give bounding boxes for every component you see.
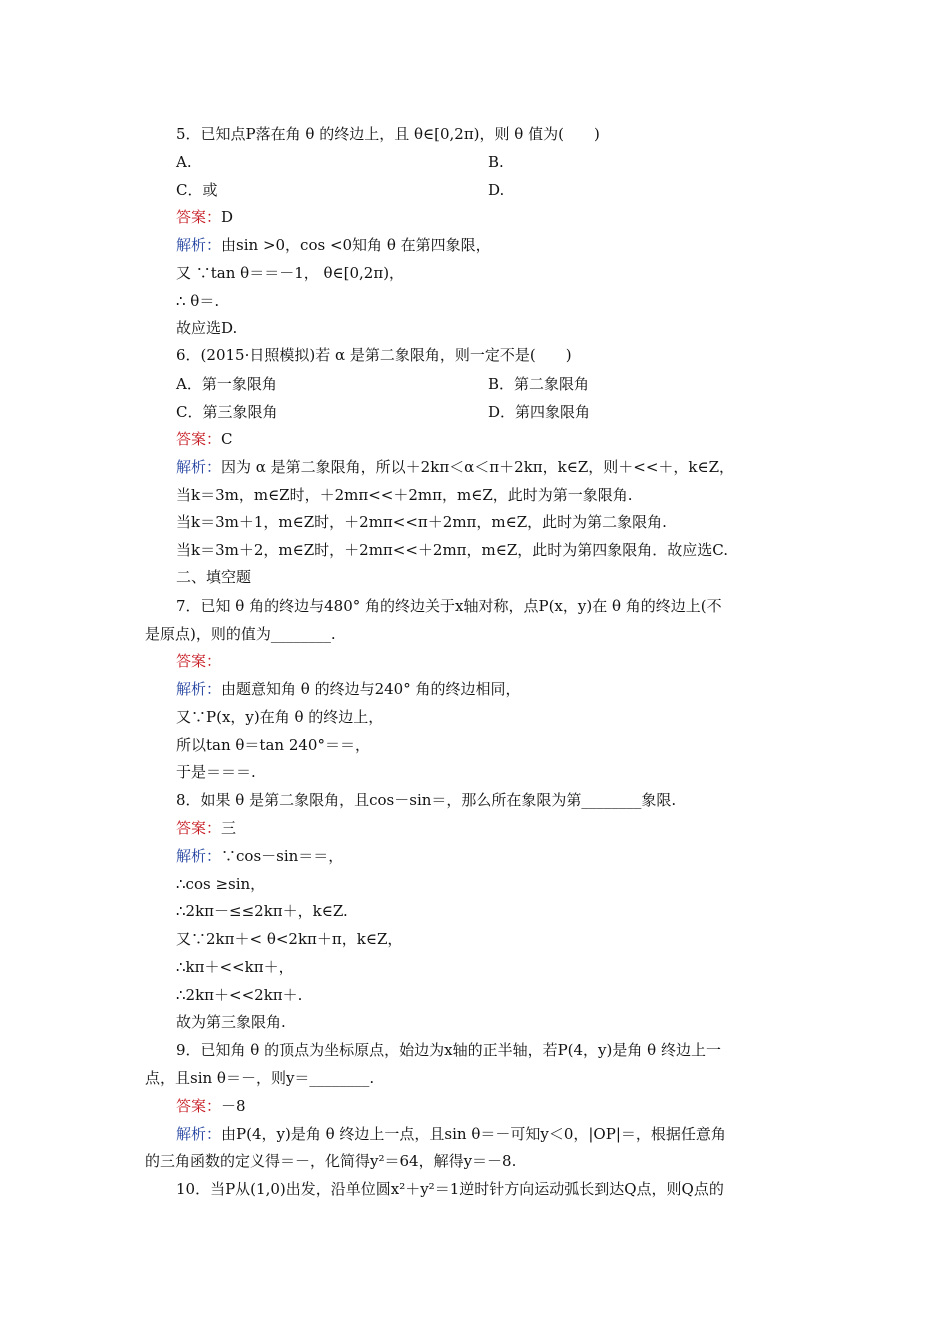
text: 因为 α 是第二象限角，所以＋2kπ＜α＜π＋2kπ，k∈Z，则＋<<＋，k∈Z， xyxy=(221,458,735,476)
text: ∵cos－sin＝＝， xyxy=(221,847,344,865)
text: 由P(4，y)是角 θ 终边上一点，且sin θ＝－可知y＜0，|OP|＝，根据任意角 xyxy=(221,1125,726,1143)
text: ∴cos ≥sin， xyxy=(176,875,266,893)
option-row xyxy=(176,374,590,396)
option-row xyxy=(176,152,504,174)
section-heading xyxy=(176,567,251,589)
explanation-line xyxy=(176,985,302,1007)
explanation-line xyxy=(176,679,520,701)
answer-line xyxy=(176,429,233,451)
explanation-label: 解析： xyxy=(176,1125,222,1143)
text: 9．已知角 θ 的顶点为坐标原点，始边为x轴的正半轴，若P(4，y)是角 θ 终边上一 xyxy=(176,1041,721,1059)
answer-label: 答案： xyxy=(176,430,222,448)
explanation-line xyxy=(176,735,370,757)
text: 又∵2kπ＋< θ<2kπ＋π，k∈Z， xyxy=(176,930,403,948)
answer-line xyxy=(176,207,233,229)
option-a: A．第一象限角 xyxy=(176,375,277,393)
answer-label: 答案： xyxy=(176,208,222,226)
text: ∴ θ＝. xyxy=(176,292,220,310)
explanation-line xyxy=(176,263,404,285)
explanation-line xyxy=(176,707,383,729)
answer-label: 答案： xyxy=(176,652,222,670)
text: ∴2kπ－≤≤2kπ＋，k∈Z. xyxy=(176,902,348,920)
question-7 xyxy=(176,596,722,618)
explanation-label: 解析： xyxy=(176,458,222,476)
answer-label: 答案： xyxy=(176,1097,222,1115)
text: ∴kπ＋<<kπ＋， xyxy=(176,958,294,976)
explanation-line xyxy=(176,929,402,951)
text: 当k＝3m＋1，m∈Z时，＋2mπ<<π＋2mπ，m∈Z，此时为第二象限角. xyxy=(176,513,667,531)
text: 当k＝3m，m∈Z时，＋2mπ<<＋2mπ，m∈Z，此时为第一象限角. xyxy=(176,486,633,504)
option-d: D．第四象限角 xyxy=(488,403,591,421)
text: 二、填空题 xyxy=(176,568,252,586)
text: 点，且sin θ＝－，则y＝________. xyxy=(145,1069,375,1087)
explanation-label: 解析： xyxy=(176,680,222,698)
text: 8．如果 θ 是第二象限角，且cos－sin＝，那么所在象限为第________象限. xyxy=(176,791,677,809)
question-9 xyxy=(176,1040,721,1062)
answer-value: －8 xyxy=(221,1097,246,1115)
option-row xyxy=(176,402,591,424)
question-5 xyxy=(176,124,600,146)
explanation-label: 解析： xyxy=(176,847,222,865)
explanation-line xyxy=(176,235,491,257)
text: 10．当P从(1,0)出发，沿单位圆x²＋y²＝1逆时针方向运动弧长到达Q点，则Q点的 xyxy=(176,1180,724,1198)
text: 又 ∵tan θ＝＝－1， θ∈[0,2π)， xyxy=(176,264,405,282)
explanation-line xyxy=(176,762,256,784)
option-c: C．或 xyxy=(176,181,218,199)
explanation-line xyxy=(176,874,265,896)
explanation-line xyxy=(176,1124,726,1146)
question-9-cont xyxy=(145,1068,374,1090)
text: 6．(2015·日照模拟)若 α 是第二象限角，则一定不是( ) xyxy=(176,346,572,364)
text: 于是＝＝＝. xyxy=(176,763,256,781)
explanation-label: 解析： xyxy=(176,236,222,254)
answer-line xyxy=(176,818,236,840)
option-a: A. xyxy=(176,153,192,171)
text: 故为第三象限角. xyxy=(176,1013,286,1031)
option-b: B．第二象限角 xyxy=(488,375,590,393)
explanation-line xyxy=(176,1012,286,1034)
option-c: C．第三象限角 xyxy=(176,403,278,421)
option-b: B. xyxy=(488,153,504,171)
text: 的三角函数的定义得＝－，化简得y²＝64，解得y＝－8. xyxy=(145,1152,517,1170)
text: 故应选D. xyxy=(176,319,238,337)
explanation-line xyxy=(176,291,219,313)
answer-value: 三 xyxy=(221,819,237,837)
answer-value: D xyxy=(221,208,234,226)
explanation-line xyxy=(176,540,728,562)
explanation-line xyxy=(145,1151,516,1173)
explanation-line xyxy=(176,457,734,479)
answer-line xyxy=(176,1096,246,1118)
text: 又∵P(x，y)在角 θ 的终边上， xyxy=(176,708,384,726)
text: 由题意知角 θ 的终边与240° 角的终边相同， xyxy=(221,680,521,698)
question-6 xyxy=(176,345,572,367)
question-10 xyxy=(176,1179,724,1201)
answer-label: 答案： xyxy=(176,819,222,837)
text: 7．已知 θ 角的终边与480° 角的终边关于x轴对称，点P(x，y)在 θ 角的终边上(不 xyxy=(176,597,722,615)
explanation-line xyxy=(176,512,667,534)
text: ∴2kπ＋<<2kπ＋. xyxy=(176,986,303,1004)
explanation-line xyxy=(176,901,348,923)
explanation-line xyxy=(176,846,343,868)
explanation-line xyxy=(176,957,294,979)
text: 所以tan θ＝tan 240°＝＝， xyxy=(176,736,370,754)
text: 当k＝3m＋2，m∈Z时，＋2mπ<<＋2mπ，m∈Z，此时为第四象限角．故应选C. xyxy=(176,541,728,559)
explanation-line xyxy=(176,318,237,340)
text: 是原点)，则的值为________. xyxy=(145,625,336,643)
answer-value: C xyxy=(221,430,233,448)
text: 由sin >0，cos <0知角 θ 在第四象限， xyxy=(221,236,491,254)
option-row xyxy=(176,180,505,202)
option-d: D. xyxy=(488,181,505,199)
text: 5．已知点P落在角 θ 的终边上，且 θ∈[0,2π)，则 θ 值为( ) xyxy=(176,125,600,143)
explanation-line xyxy=(176,485,633,507)
answer-line xyxy=(176,651,221,673)
question-8 xyxy=(176,790,676,812)
question-7-cont xyxy=(145,624,336,646)
